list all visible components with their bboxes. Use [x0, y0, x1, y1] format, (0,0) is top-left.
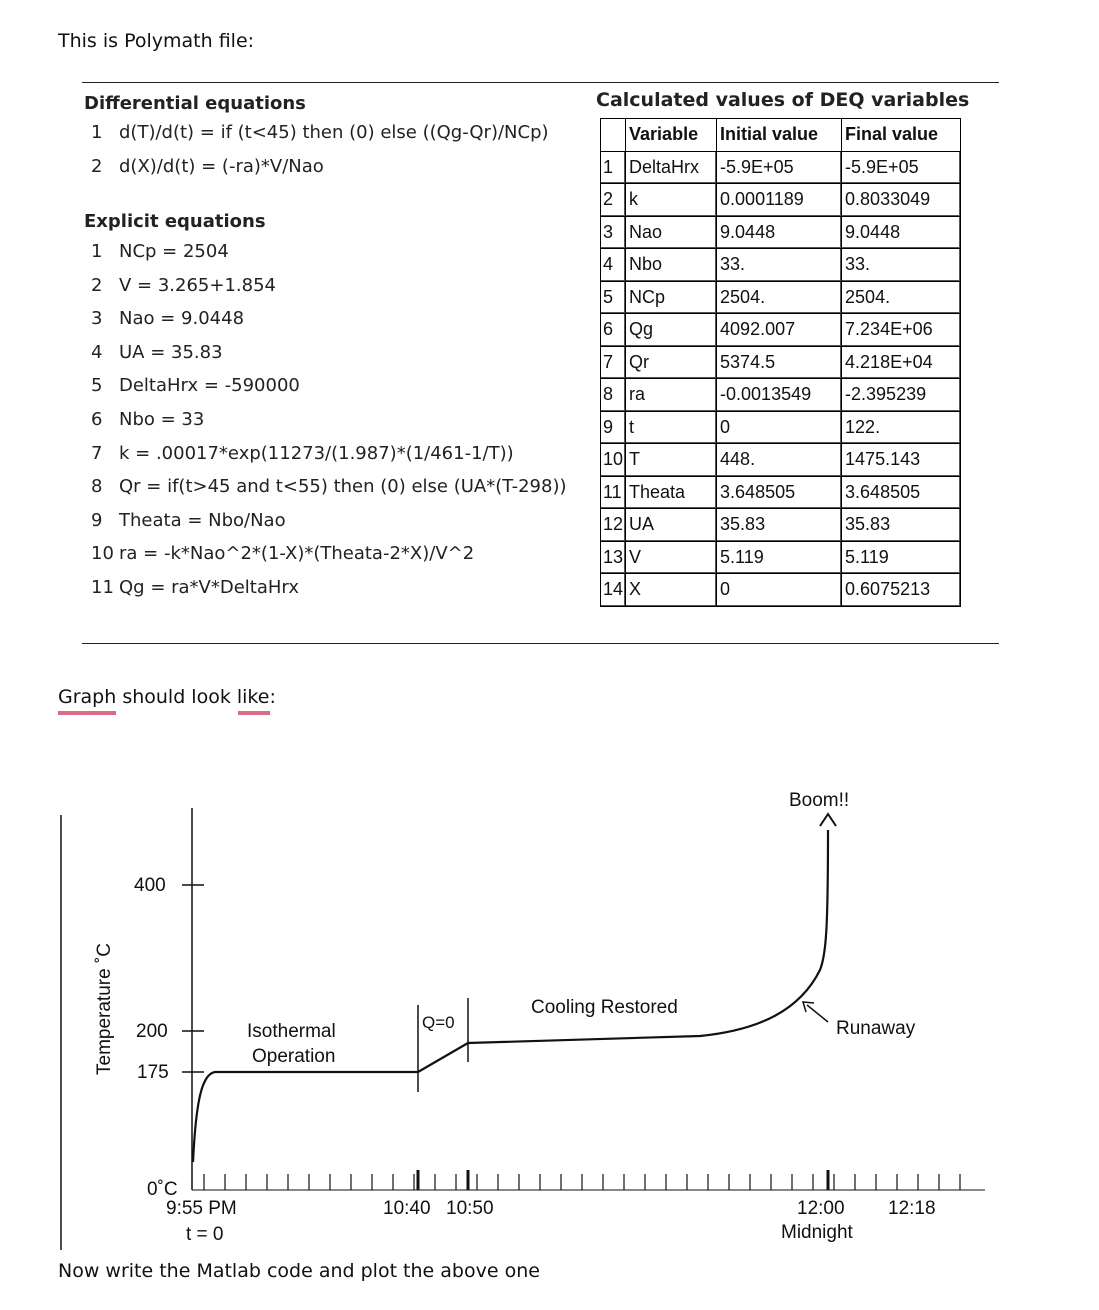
deq-cell-initial: 0	[717, 574, 842, 607]
deq-cell-variable: V	[626, 541, 717, 574]
deq-cell-initial: 35.83	[717, 509, 842, 542]
deq-cell-initial: -0.0013549	[717, 379, 842, 412]
explicit-equation-number: 2	[91, 274, 103, 296]
bottom-rule	[82, 643, 999, 644]
deq-cell-final: 7.234E+06	[842, 314, 961, 347]
deq-cell-final: 0.6075213	[842, 574, 961, 607]
deq-cell-index: 11	[601, 476, 626, 509]
x-subtitle: Midnight	[781, 1222, 853, 1243]
deq-cell-variable: k	[626, 184, 717, 217]
deq-cell-final: -5.9E+05	[842, 151, 961, 184]
explicit-equation	[91, 409, 204, 430]
explicit-equation	[91, 443, 514, 464]
explicit-equation-number: 5	[91, 375, 103, 397]
deq-cell-final: 4.218E+04	[842, 346, 961, 379]
boom-arrowhead	[820, 814, 836, 826]
deq-cell-index: 9	[601, 411, 626, 444]
explicit-equation-number: 6	[91, 409, 103, 430]
deq-cell-initial: 5374.5	[717, 346, 842, 379]
explicit-equation-text: Qr = if(t>45 and t<55) then (0) else (UA*(T-298))	[119, 476, 567, 498]
y-axis-label: Temperature ˚C	[94, 943, 115, 1075]
x-tick-label: 9:55 PM	[166, 1198, 237, 1219]
deq-cell-index: 8	[601, 379, 626, 412]
deq-cell-variable: DeltaHrx	[626, 151, 717, 184]
explicit-equation-number: 7	[91, 442, 103, 464]
intro-text: This is Polymath file:	[58, 30, 255, 52]
deq-cell-index: 10	[601, 444, 626, 477]
explicit-equation-number: 4	[91, 341, 103, 363]
explicit-equation-text: Nao = 9.0448	[119, 308, 245, 330]
explicit-equation	[91, 241, 229, 262]
deq-cell-variable: ra	[626, 379, 717, 412]
explicit-equation-text: Qg = ra*V*DeltaHrx	[119, 577, 299, 598]
explicit-equation	[91, 342, 223, 363]
deq-cell-final: 5.119	[842, 541, 961, 574]
explicit-equation-text: V = 3.265+1.854	[119, 274, 276, 296]
deq-row	[601, 281, 961, 314]
explicit-equation-text: DeltaHrx = -590000	[119, 375, 300, 397]
deq-cell-variable: Qg	[626, 314, 717, 347]
x-tick-label: 12:00	[797, 1198, 845, 1219]
deq-row	[601, 476, 961, 509]
differential-equation	[91, 122, 549, 143]
deq-cell-final: 35.83	[842, 509, 961, 542]
y-tick-marks	[182, 885, 204, 1072]
deq-cell-final: 0.8033049	[842, 184, 961, 217]
explicit-equation-text: Nbo = 33	[119, 409, 205, 430]
y-tick-label: 200	[136, 1021, 168, 1042]
deq-cell-variable: NCp	[626, 281, 717, 314]
deq-cell-final: 33.	[842, 249, 961, 282]
annotation-runaway: Runaway	[836, 1018, 916, 1039]
deq-header-final: Final value	[842, 119, 961, 152]
annotation-operation: Operation	[252, 1046, 336, 1067]
deq-cell-final: 2504.	[842, 281, 961, 314]
deq-cell-index: 1	[601, 151, 626, 184]
deq-row	[601, 184, 961, 217]
explicit-title: Explicit equations	[84, 211, 266, 232]
deq-row	[601, 411, 961, 444]
deq-row	[601, 249, 961, 282]
explicit-equation-text: UA = 35.83	[119, 341, 223, 363]
spellcheck-underline	[238, 711, 270, 715]
deq-cell-index: 12	[601, 509, 626, 542]
deq-cell-index: 7	[601, 346, 626, 379]
deq-cell-variable: UA	[626, 509, 717, 542]
explicit-equation	[91, 375, 300, 396]
explicit-equation	[91, 476, 567, 497]
deq-cell-variable: T	[626, 444, 717, 477]
x-tick-label: 10:50	[446, 1198, 494, 1219]
y-tick-label: 175	[137, 1062, 169, 1083]
explicit-equation	[91, 308, 244, 329]
explicit-equation-number: 9	[91, 509, 103, 531]
deq-cell-variable: Theata	[626, 476, 717, 509]
deq-cell-initial: 4092.007	[717, 314, 842, 347]
explicit-equation	[91, 275, 276, 296]
deq-cell-variable: t	[626, 411, 717, 444]
deq-cell-initial: 3.648505	[717, 476, 842, 509]
explicit-equation-number: 11	[91, 577, 114, 598]
deq-row	[601, 151, 961, 184]
explicit-equation-text: k = .00017*exp(11273/(1.987)*(1/461-1/T))	[119, 442, 514, 464]
outro-text: Now write the Matlab code and plot the above one	[58, 1260, 540, 1282]
deq-cell-initial: 448.	[717, 444, 842, 477]
deq-row	[601, 346, 961, 379]
deq-cell-final: 3.648505	[842, 476, 961, 509]
deq-row	[601, 541, 961, 574]
deq-cell-initial: 9.0448	[717, 216, 842, 249]
deq-cell-final: 122.	[842, 411, 961, 444]
deq-row	[601, 574, 961, 607]
explicit-equation-text: Theata = Nbo/Nao	[119, 509, 286, 531]
top-rule	[82, 82, 999, 83]
x-tick-label: 10:40	[383, 1198, 431, 1219]
differential-equation-text: d(X)/d(t) = (-ra)*V/Nao	[119, 156, 324, 177]
deq-cell-final: 1475.143	[842, 444, 961, 477]
deq-cell-initial: 33.	[717, 249, 842, 282]
deq-row	[601, 509, 961, 542]
differential-title: Differential equations	[84, 93, 306, 114]
deq-row	[601, 444, 961, 477]
graph-caption: Graph should look like:	[58, 686, 276, 708]
explicit-equation	[91, 577, 299, 598]
temperature-chart	[0, 760, 1099, 1250]
explicit-equation	[91, 510, 286, 531]
annotation-boom: Boom!!	[789, 790, 850, 811]
explicit-equation-number: 8	[91, 476, 103, 498]
deq-cell-index: 4	[601, 249, 626, 282]
deq-cell-initial: 5.119	[717, 541, 842, 574]
explicit-equation-number: 1	[91, 241, 103, 262]
deq-header-variable: Variable	[626, 119, 717, 152]
deq-cell-index: 6	[601, 314, 626, 347]
differential-equation	[91, 156, 324, 177]
deq-cell-index: 3	[601, 216, 626, 249]
temperature-curve	[193, 830, 828, 1162]
deq-table-title: Calculated values of DEQ variables	[596, 89, 970, 111]
explicit-equation-text: ra = -k*Nao^2*(1-X)*(Theata-2*X)/V^2	[119, 543, 475, 565]
spellcheck-underline	[58, 711, 116, 715]
deq-cell-initial: 0	[717, 411, 842, 444]
deq-cell-index: 2	[601, 184, 626, 217]
differential-equation-number: 2	[91, 156, 103, 177]
deq-cell-final: -2.395239	[842, 379, 961, 412]
annotation-cooling-restored: Cooling Restored	[531, 997, 678, 1018]
annotation-q0: Q=0	[422, 1013, 455, 1032]
deq-cell-index: 13	[601, 541, 626, 574]
deq-table	[600, 118, 961, 607]
x-tick-label: 12:18	[888, 1198, 936, 1219]
deq-cell-final: 9.0448	[842, 216, 961, 249]
deq-cell-index: 5	[601, 281, 626, 314]
deq-cell-variable: Nbo	[626, 249, 717, 282]
differential-equation-text: d(T)/d(t) = if (t<45) then (0) else ((Qg-Qr)/NCp)	[119, 122, 549, 143]
deq-row	[601, 314, 961, 347]
explicit-equation-number: 10	[91, 543, 114, 565]
deq-cell-initial: 2504.	[717, 281, 842, 314]
deq-cell-variable: X	[626, 574, 717, 607]
x-tick-marks	[204, 1170, 960, 1190]
deq-cell-index: 14	[601, 574, 626, 607]
differential-equation-number: 1	[91, 122, 103, 143]
explicit-equation	[91, 543, 474, 564]
deq-cell-initial: 0.0001189	[717, 184, 842, 217]
runaway-arrow	[807, 1005, 828, 1022]
deq-cell-initial: -5.9E+05	[717, 151, 842, 184]
deq-header-row	[601, 119, 961, 152]
deq-row	[601, 379, 961, 412]
explicit-equation-number: 3	[91, 308, 103, 330]
deq-row	[601, 216, 961, 249]
deq-header-initial: Initial value	[717, 119, 842, 152]
explicit-equation-text: NCp = 2504	[119, 241, 229, 262]
x-subtitle: t = 0	[186, 1224, 224, 1245]
deq-cell-variable: Qr	[626, 346, 717, 379]
annotation-isothermal: Isothermal	[247, 1021, 336, 1042]
deq-header-blank	[601, 119, 626, 152]
deq-cell-variable: Nao	[626, 216, 717, 249]
y-tick-label: 400	[134, 875, 166, 896]
y-tick-label: 0˚C	[147, 1179, 178, 1200]
